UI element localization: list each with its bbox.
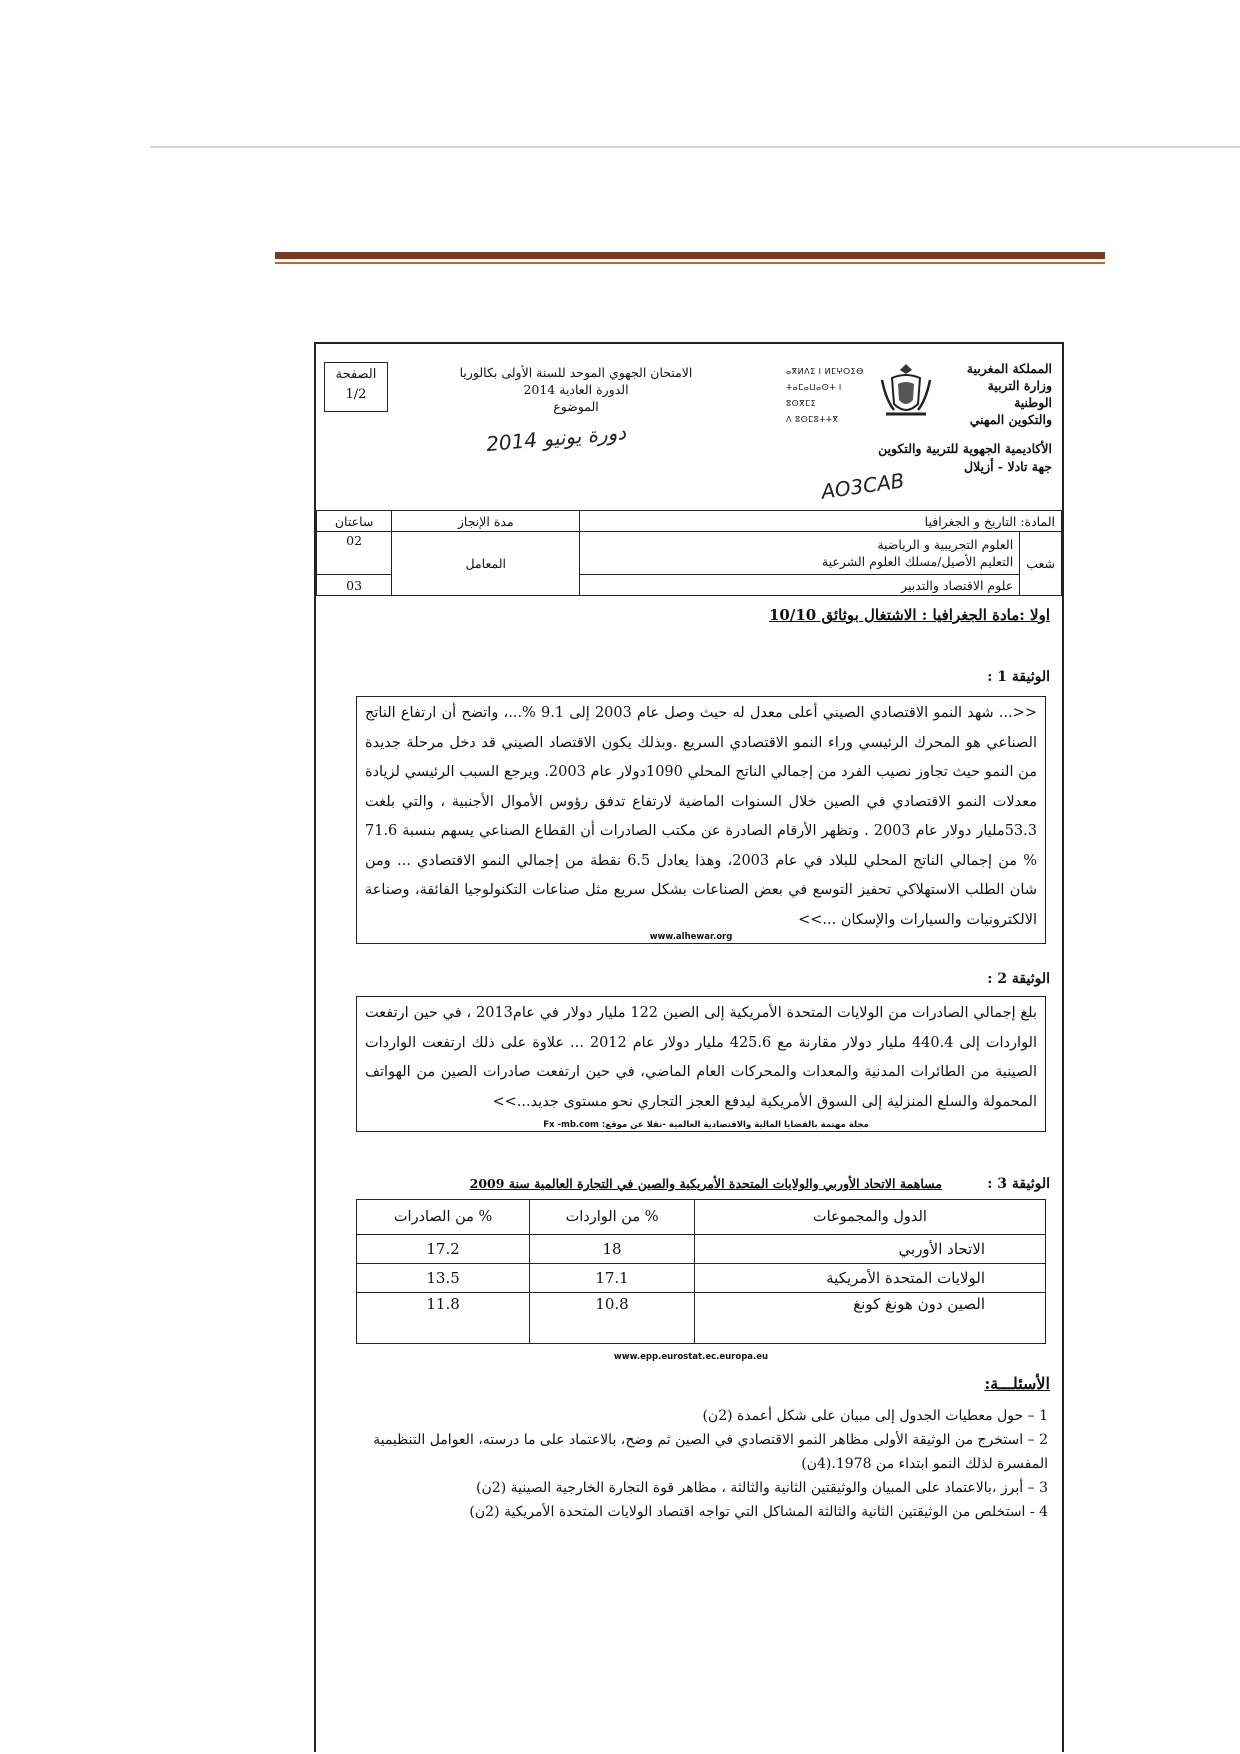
doc1-source: www.alhewar.org bbox=[649, 932, 733, 942]
decorative-rule bbox=[275, 252, 1105, 259]
tifinagh-text: ⴰⴳⵍⴷⵉ ⵏ ⵍⵎⵖⵔⵉⴱ ⵜⴰⵎⴰⵡⴰⵙⵜ ⵏ ⵓⵙⴳⵎⵉ ⴷ ⵓⵙⵎⵓⵜⵜⴳ bbox=[786, 367, 864, 424]
branch-1a: العلوم التجريبية و الرياضية bbox=[877, 537, 1014, 552]
doc1-text: <<... شهد النمو الاقتصادي الصيني أعلى معدل له حيث وصل عام 2003 إلى 9.1 %...، واتضح أن ارتفاع الناتج الصناعي هو المحرك الرئيسي وراء النمو الاقتصادي السريع .وبذلك يكون الاقتصاد الصيني قد دخل مرحلة جديدة من النمو حيث تجاوز نصيب الفرد من إجمالي الناتج المحلي 1090دولار عام 2003. ويرجع السبب الرئيسي لزيادة معدلات النمو الاقتصادي في الصين خلال السنوات الماضية لارتفاع تدفق رؤوس الأموال الأجنبية ، والتي بلغت 53.3مليار دولار عام 2003 . وتظهر الأرقام الصادرة عن مكتب الصادرات أن القطاع الصناعي يسهم بنسبة 71.6 % من إجمالي الناتج المحلي للبلاد في عام 2003، وهذا يعادل 6.5 نقطة من إجمالي النمو الاقتصادي ... ومن شان الطلب الاستهلاكي تحفيز التوسع في بعض الصناعات بشكل سريع مثل صناعات التكنولوجيا الفائقة، وصناعة الالكترونيات والسيارات والإسكان ...>> bbox=[356, 696, 1046, 944]
decorative-rule-thin bbox=[275, 262, 1105, 264]
doc2-text: بلغ إجمالي الصادرات من الولايات المتحدة الأمريكية إلى الصين 122 مليار دولار في عام2013 ، في حين ارتفعت الواردات إلى 440.4 مليار دولار مقارنة مع 425.6 مليار دولار عام 2012 ... علاوة على ذلك ارتفعت الواردات الصينية من الطائرات المدنية والمعدات والمحركات العام الماضي، في حين ارتفعت صادرات الصين من الهواتف المحمولة والسلع المنزلية إلى السوق الأمريكية ليدفع العجز التجاري نحو مستوى جديد...>> bbox=[356, 996, 1046, 1132]
ministry-line: والتكوين المهني bbox=[969, 412, 1052, 427]
trade-table bbox=[356, 1199, 1046, 1344]
coefficient-1: 02 bbox=[317, 532, 392, 575]
col-header-countries: الدول والمجموعات bbox=[694, 1200, 1045, 1235]
row-exports: 13.5 bbox=[357, 1264, 530, 1293]
branch-1b: التعليم الأصيل/مسلك العلوم الشرعية bbox=[821, 554, 1014, 569]
ministry-line: المملكة المغربية bbox=[966, 361, 1052, 376]
doc3-source: www.epp.eurostat.ec.europa.eu bbox=[613, 1352, 769, 1362]
page-number-box bbox=[324, 362, 388, 412]
row-imports: 18 bbox=[530, 1235, 695, 1264]
questions-list bbox=[348, 1404, 1048, 1524]
table-row bbox=[357, 1235, 1046, 1264]
col-header-imports: % من الواردات bbox=[530, 1200, 695, 1235]
duration-label: مدة الإنجاز bbox=[392, 511, 580, 532]
doc3-title: مساهمة الاتحاد الأوربي والولايات المتحدة الأمريكية والصين في التجارة العالمية سنة 2009 bbox=[469, 1176, 942, 1191]
page-number: 1/2 bbox=[345, 387, 367, 402]
coefficient-label: المعامل bbox=[392, 532, 580, 596]
row-name: الولايات المتحدة الأمريكية bbox=[694, 1264, 1045, 1293]
doc2-source: مجلة مهتمة بالقضايا المالية والاقتصادية العالمية -نقلا عن موقع: Fx -mb.com bbox=[543, 1120, 869, 1130]
academy-name bbox=[812, 440, 1052, 476]
ministry-name bbox=[952, 360, 1052, 428]
doc3-label: الوثيقة 3 : bbox=[987, 1176, 1050, 1192]
row-name: الصين دون هونغ كونغ bbox=[694, 1293, 1045, 1344]
handwritten-code: AO3CAB bbox=[819, 468, 906, 504]
table-header-row bbox=[357, 1200, 1046, 1235]
question-item: 3 – أبرز ،بالاعتماد على المبيان والوثيقتين الثانية والثالثة ، مظاهر قوة التجارة الخارجية الصينية (2ن) bbox=[476, 1480, 1048, 1496]
moroccan-emblem-icon bbox=[878, 360, 934, 422]
handwritten-date: دورة يونيو 2014 bbox=[485, 419, 627, 457]
branches-label: شعب bbox=[1020, 532, 1062, 596]
row-imports: 10.8 bbox=[530, 1293, 695, 1344]
question-item: 4 - استخلص من الوثيقتين الثانية والثالثة المشاكل التي تواجه اقتصاد الولايات المتحدة الأمريكية (2ن) bbox=[469, 1504, 1048, 1520]
row-name: الاتحاد الأوربي bbox=[694, 1235, 1045, 1264]
exam-header bbox=[316, 344, 1062, 511]
exam-title-block bbox=[426, 364, 726, 415]
exam-meta-table bbox=[316, 510, 1062, 596]
question-item: 2 – استخرج من الوثيقة الأولى مظاهر النمو الاقتصادي في الصين ثم وضح، بالاعتماد على ما درسته، العوامل التنظيمية المفسرة لذلك النمو ابتداء من 1978.(4ن) bbox=[373, 1432, 1048, 1472]
row-exports: 17.2 bbox=[357, 1235, 530, 1264]
subject-label: الموضوع bbox=[553, 399, 599, 414]
exam-page bbox=[314, 342, 1064, 1752]
row-imports: 17.1 bbox=[530, 1264, 695, 1293]
doc2-label: الوثيقة 2 : bbox=[987, 971, 1050, 987]
ministry-line: وزارة التربية الوطنية bbox=[987, 378, 1052, 410]
doc1-label: الوثيقة 1 : bbox=[987, 669, 1050, 685]
duration-value: ساعتان bbox=[317, 511, 392, 532]
col-header-exports: % من الصادرات bbox=[357, 1200, 530, 1235]
coefficient-2: 03 bbox=[317, 575, 392, 596]
table-row bbox=[357, 1264, 1046, 1293]
branch-1 bbox=[580, 532, 1020, 575]
branch-2: علوم الاقتصاد والتدبير bbox=[580, 575, 1020, 596]
academy-line: الأكاديمية الجهوية للتربية والتكوين bbox=[878, 441, 1052, 456]
row-exports: 11.8 bbox=[357, 1293, 530, 1344]
questions-title: الأسئلـــة: bbox=[984, 1374, 1050, 1393]
page-label: الصفحة bbox=[335, 367, 377, 382]
question-item: 1 – حول معطيات الجدول إلى مبيان على شكل أعمدة (2ن) bbox=[702, 1408, 1048, 1424]
exam-session: الدورة العادية 2014 bbox=[523, 382, 629, 397]
subject-cell: المادة: التاريخ و الجغرافيا bbox=[580, 511, 1062, 532]
top-divider bbox=[150, 146, 1240, 148]
table-row bbox=[357, 1293, 1046, 1344]
section-title: اولا :مادة الجغرافيا : الاشتغال بوثائق 10/10 bbox=[769, 606, 1050, 624]
academy-line: جهة تادلا - أزيلال bbox=[964, 459, 1052, 474]
exam-title: الامتحان الجهوي الموحد للسنة الأولى بكالوريا bbox=[459, 365, 693, 380]
